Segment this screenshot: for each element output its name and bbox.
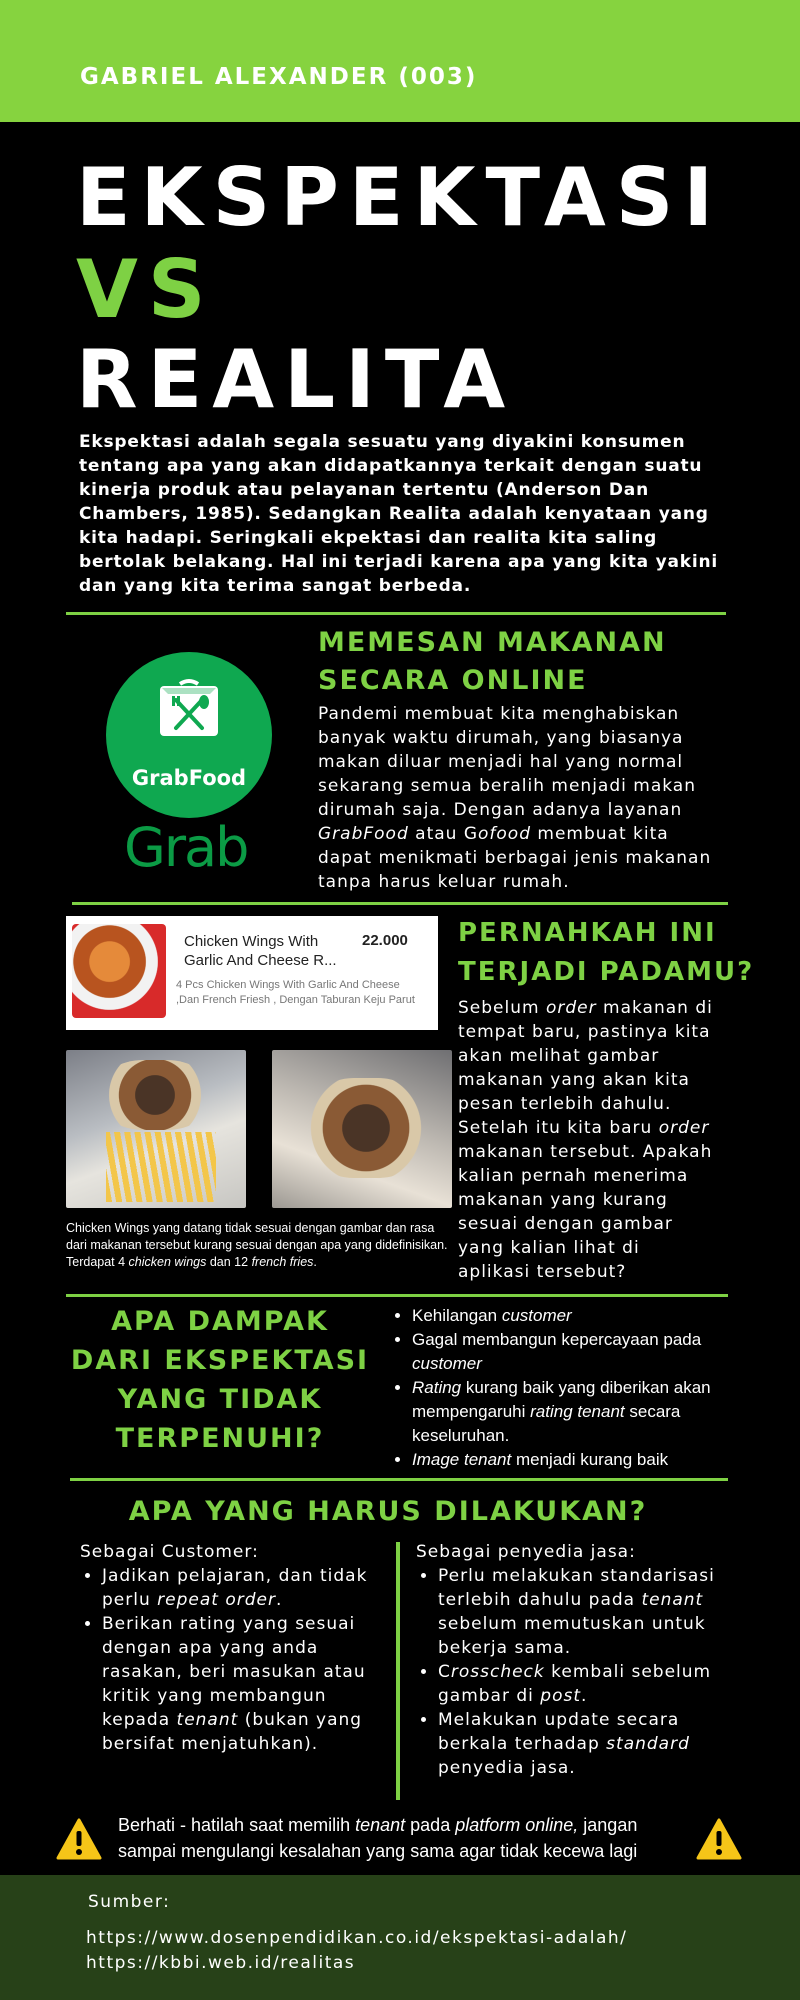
title-line-realita: REALITA [76, 333, 516, 426]
section-heading-pernahkah [458, 914, 754, 992]
warning-icon [696, 1818, 742, 1860]
chicken-wings-image [306, 1078, 426, 1178]
menu-item-price: 22.000 [362, 932, 408, 949]
warning-message: Berhati - hatilah saat memilih tenant pada platform online, jangan sampai mengulangi kesalahan yang sama agar tidak kecewa lagi [118, 1815, 638, 1861]
list-item: • Image tenant menjadi kurang baik [412, 1448, 722, 1472]
list-item: • Rating kurang baik yang diberikan akan mempengaruhi rating tenant secara keseluruhan. [412, 1376, 722, 1448]
menu-thumbnail [72, 924, 166, 1018]
grab-wordmark: Grab [124, 816, 248, 879]
source-link[interactable]: https://kbbi.web.id/realitas [86, 1953, 356, 1973]
source-link[interactable]: https://www.dosenpendidikan.co.id/ekspektasi-adalah/ [86, 1928, 628, 1948]
column-title: Sebagai Customer: [80, 1542, 259, 1562]
list-item: • Crosscheck kembali sebelum gambar di post. [438, 1660, 726, 1708]
list-item: • Jadikan pelajaran, dan tidak perlu repeat order. [102, 1564, 380, 1612]
list-item: • Kehilangan customer [412, 1304, 722, 1328]
section-heading-harus: APA YANG HARUS DILAKUKAN? [128, 1496, 648, 1527]
warning-icon [56, 1818, 102, 1860]
customer-column [80, 1540, 380, 1756]
french-fries-image [106, 1132, 216, 1202]
title-line-ekspektasi: EKSPEKTASI [76, 151, 724, 244]
list-item: • Berikan rating yang sesuai dengan apa yang anda rasakan, beri masukan atau kritik yang membangun kepada tenant (bukan yang bersifat menjatuhkan). [102, 1612, 380, 1756]
author-name: GABRIEL ALEXANDER (003) [80, 64, 478, 90]
heading-line: TERJADI PADAMU? [458, 957, 755, 987]
menu-item-card [66, 916, 438, 1030]
list-item: • Melakukan update secara berkala terhadap standard penyedia jasa. [438, 1708, 726, 1780]
column-divider [396, 1542, 400, 1800]
pernahkah-paragraph: Sebelum order makanan di tempat baru, pastinya kita akan melihat gambar makanan yang akan kita pesan terlebih dahulu. Setelah itu kita baru order makanan tersebut. Apakah kalian pernah menerima makanan yang kurang sesuai dengan gambar yang kalian lihat di aplikasi tersebut? [458, 998, 713, 1282]
title-line-vs: VS [76, 243, 216, 336]
heading-line: PERNAHKAH INI [458, 918, 717, 948]
menu-item-description: 4 Pcs Chicken Wings With Garlic And Cheese ,Dan French Friesh , Dengan Taburan Keju Parut [176, 979, 415, 1006]
section-heading-dampak: APA DAMPAK DARI EKSPEKTASI YANG TIDAK TERPENUHI? [70, 1306, 370, 1454]
online-paragraph: Pandemi membuat kita menghabiskan banyak waktu dirumah, yang biasanya makan diluar menjadi hal yang normal sekarang semua beralih menjadi makan dirumah saja. Dengan adanya layanan GrabFood atau Gofood membuat kita dapat menikmati berbagai jenis makanan tanpa harus keluar rumah. [318, 704, 712, 892]
chicken-wings-image [100, 1060, 210, 1130]
dampak-list [390, 1304, 722, 1472]
divider [66, 1294, 728, 1297]
heading-line: MEMESAN MAKANAN [318, 627, 667, 658]
divider [66, 612, 726, 615]
provider-column [416, 1540, 726, 1780]
bag-fork-knife-icon [154, 678, 224, 740]
food-photo-2 [272, 1050, 452, 1208]
divider [70, 1478, 728, 1481]
heading-line: SECARA ONLINE [318, 665, 588, 696]
photo-caption: Chicken Wings yang datang tidak sesuai dengan gambar dan rasa dari makanan tersebut kurang sesuai dengan apa yang didefinisikan. Terdapat 4 chicken wings dan 12 french fries. [66, 1221, 448, 1269]
sources-list [86, 1926, 627, 1976]
sources-label: Sumber: [88, 1892, 171, 1912]
divider [72, 902, 728, 905]
intro-paragraph: Ekspektasi adalah segala sesuatu yang diyakini konsumen tentang apa yang akan didapatkannya terkait dengan suatu kinerja produk atau pelayanan tertentu (Anderson Dan Chambers, 1985). Sedangkan Realita adalah kenyataan yang kita hadapi. Seringkali ekpektasi dan realita kita saling bertolak belakang. Hal ini terjadi karena apa yang kita yakini dan yang kita terima sangat berbeda. [79, 432, 719, 596]
section-heading-online [318, 624, 667, 700]
list-item: • Perlu melakukan standarisasi terlebih dahulu pada tenant sebelum memutuskan untuk bekerja sama. [438, 1564, 726, 1660]
menu-item-title: Chicken Wings With Garlic And Cheese R... [184, 933, 337, 969]
food-photo-1 [66, 1050, 246, 1208]
list-item: • Gagal membangun kepercayaan pada customer [412, 1328, 722, 1376]
header-bar [0, 0, 800, 122]
grabfood-badge-text: GrabFood [131, 766, 247, 790]
column-title: Sebagai penyedia jasa: [416, 1542, 636, 1562]
